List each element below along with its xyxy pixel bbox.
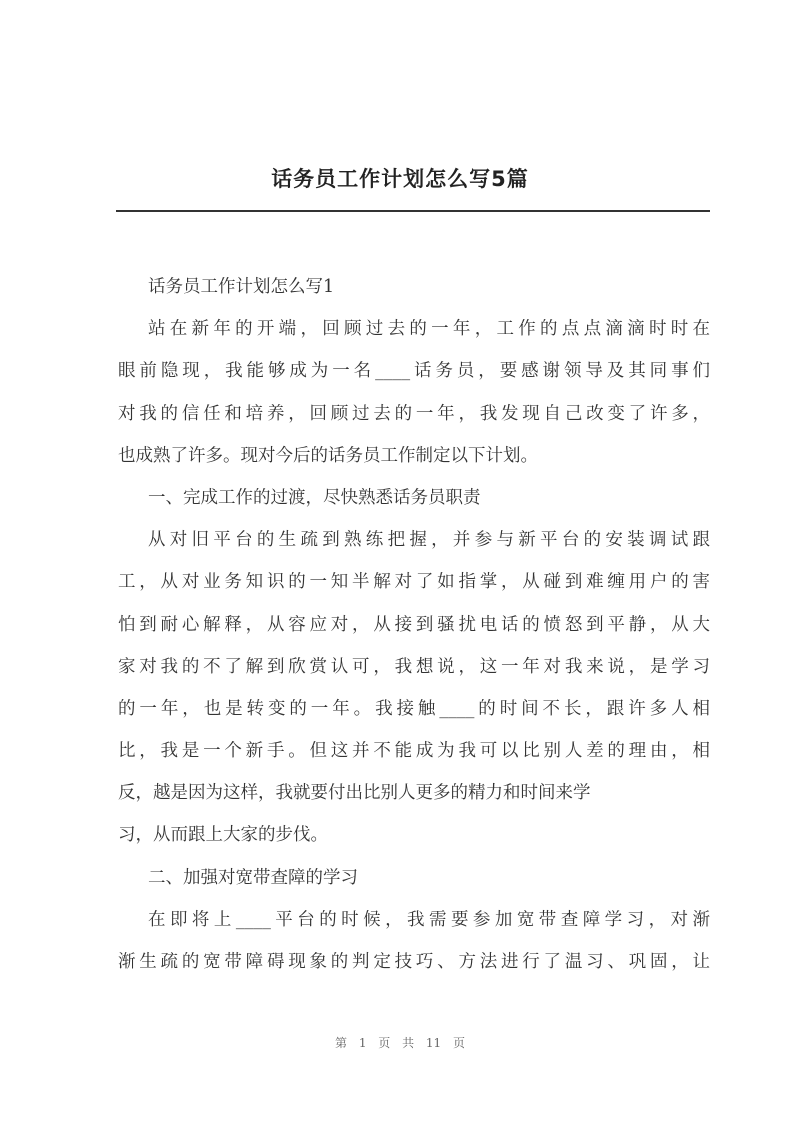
text-line: 站在新年的开端，回顾过去的一年，工作的点点滴滴时时在 [148, 319, 710, 340]
page-footer: 第 1 页 共 11 页 [335, 1036, 465, 1050]
text-line: 比，我是一个新手。但这并不能成为我可以比别人差的理由，相 [118, 741, 710, 762]
document-title: 话务员工作计划怎么写5篇 [271, 167, 529, 191]
text-line: 习，从而跟上大家的步伐。 [118, 825, 328, 846]
text-line: 的一年，也是转变的一年。我接触____的时间不长，跟许多人相 [118, 698, 710, 719]
document-body [118, 270, 710, 987]
text-line: 反，越是因为这样，我就要付出比别人更多的精力和时间来学 [118, 783, 591, 804]
text-line: 家对我的不了解到欣赏认可，我想说，这一年对我来说，是学习 [118, 656, 710, 677]
text-line: 渐生疏的宽带障碍现象的判定技巧、方法进行了温习、巩固，让 [118, 952, 710, 972]
text-line: 二、加强对宽带查障的学习 [148, 867, 358, 888]
text-line: 工，从对业务知识的一知半解对了如指掌，从碰到难缠用户的害 [118, 572, 710, 593]
text-line: 眼前隐现，我能够成为一名____话务员，要感谢领导及其同事们 [118, 361, 710, 382]
text-line: 话务员工作计划怎么写1 [148, 277, 335, 297]
text-line: 也成熟了许多。现对今后的话务员工作制定以下计划。 [118, 445, 538, 466]
text-line: 从对旧平台的生疏到熟练把握，并参与新平台的安装调试跟 [148, 530, 710, 551]
text-line: 怕到耐心解释，从容应对，从接到骚扰电话的愤怒到平静，从大 [118, 614, 710, 635]
text-line: 对我的信任和培养，回顾过去的一年，我发现自己改变了许多， [118, 403, 710, 424]
title-divider [116, 210, 710, 212]
text-line: 在即将上____平台的时候，我需要参加宽带查障学习，对渐 [148, 909, 710, 930]
text-line: 一、完成工作的过渡，尽快熟悉话务员职责 [148, 487, 481, 508]
